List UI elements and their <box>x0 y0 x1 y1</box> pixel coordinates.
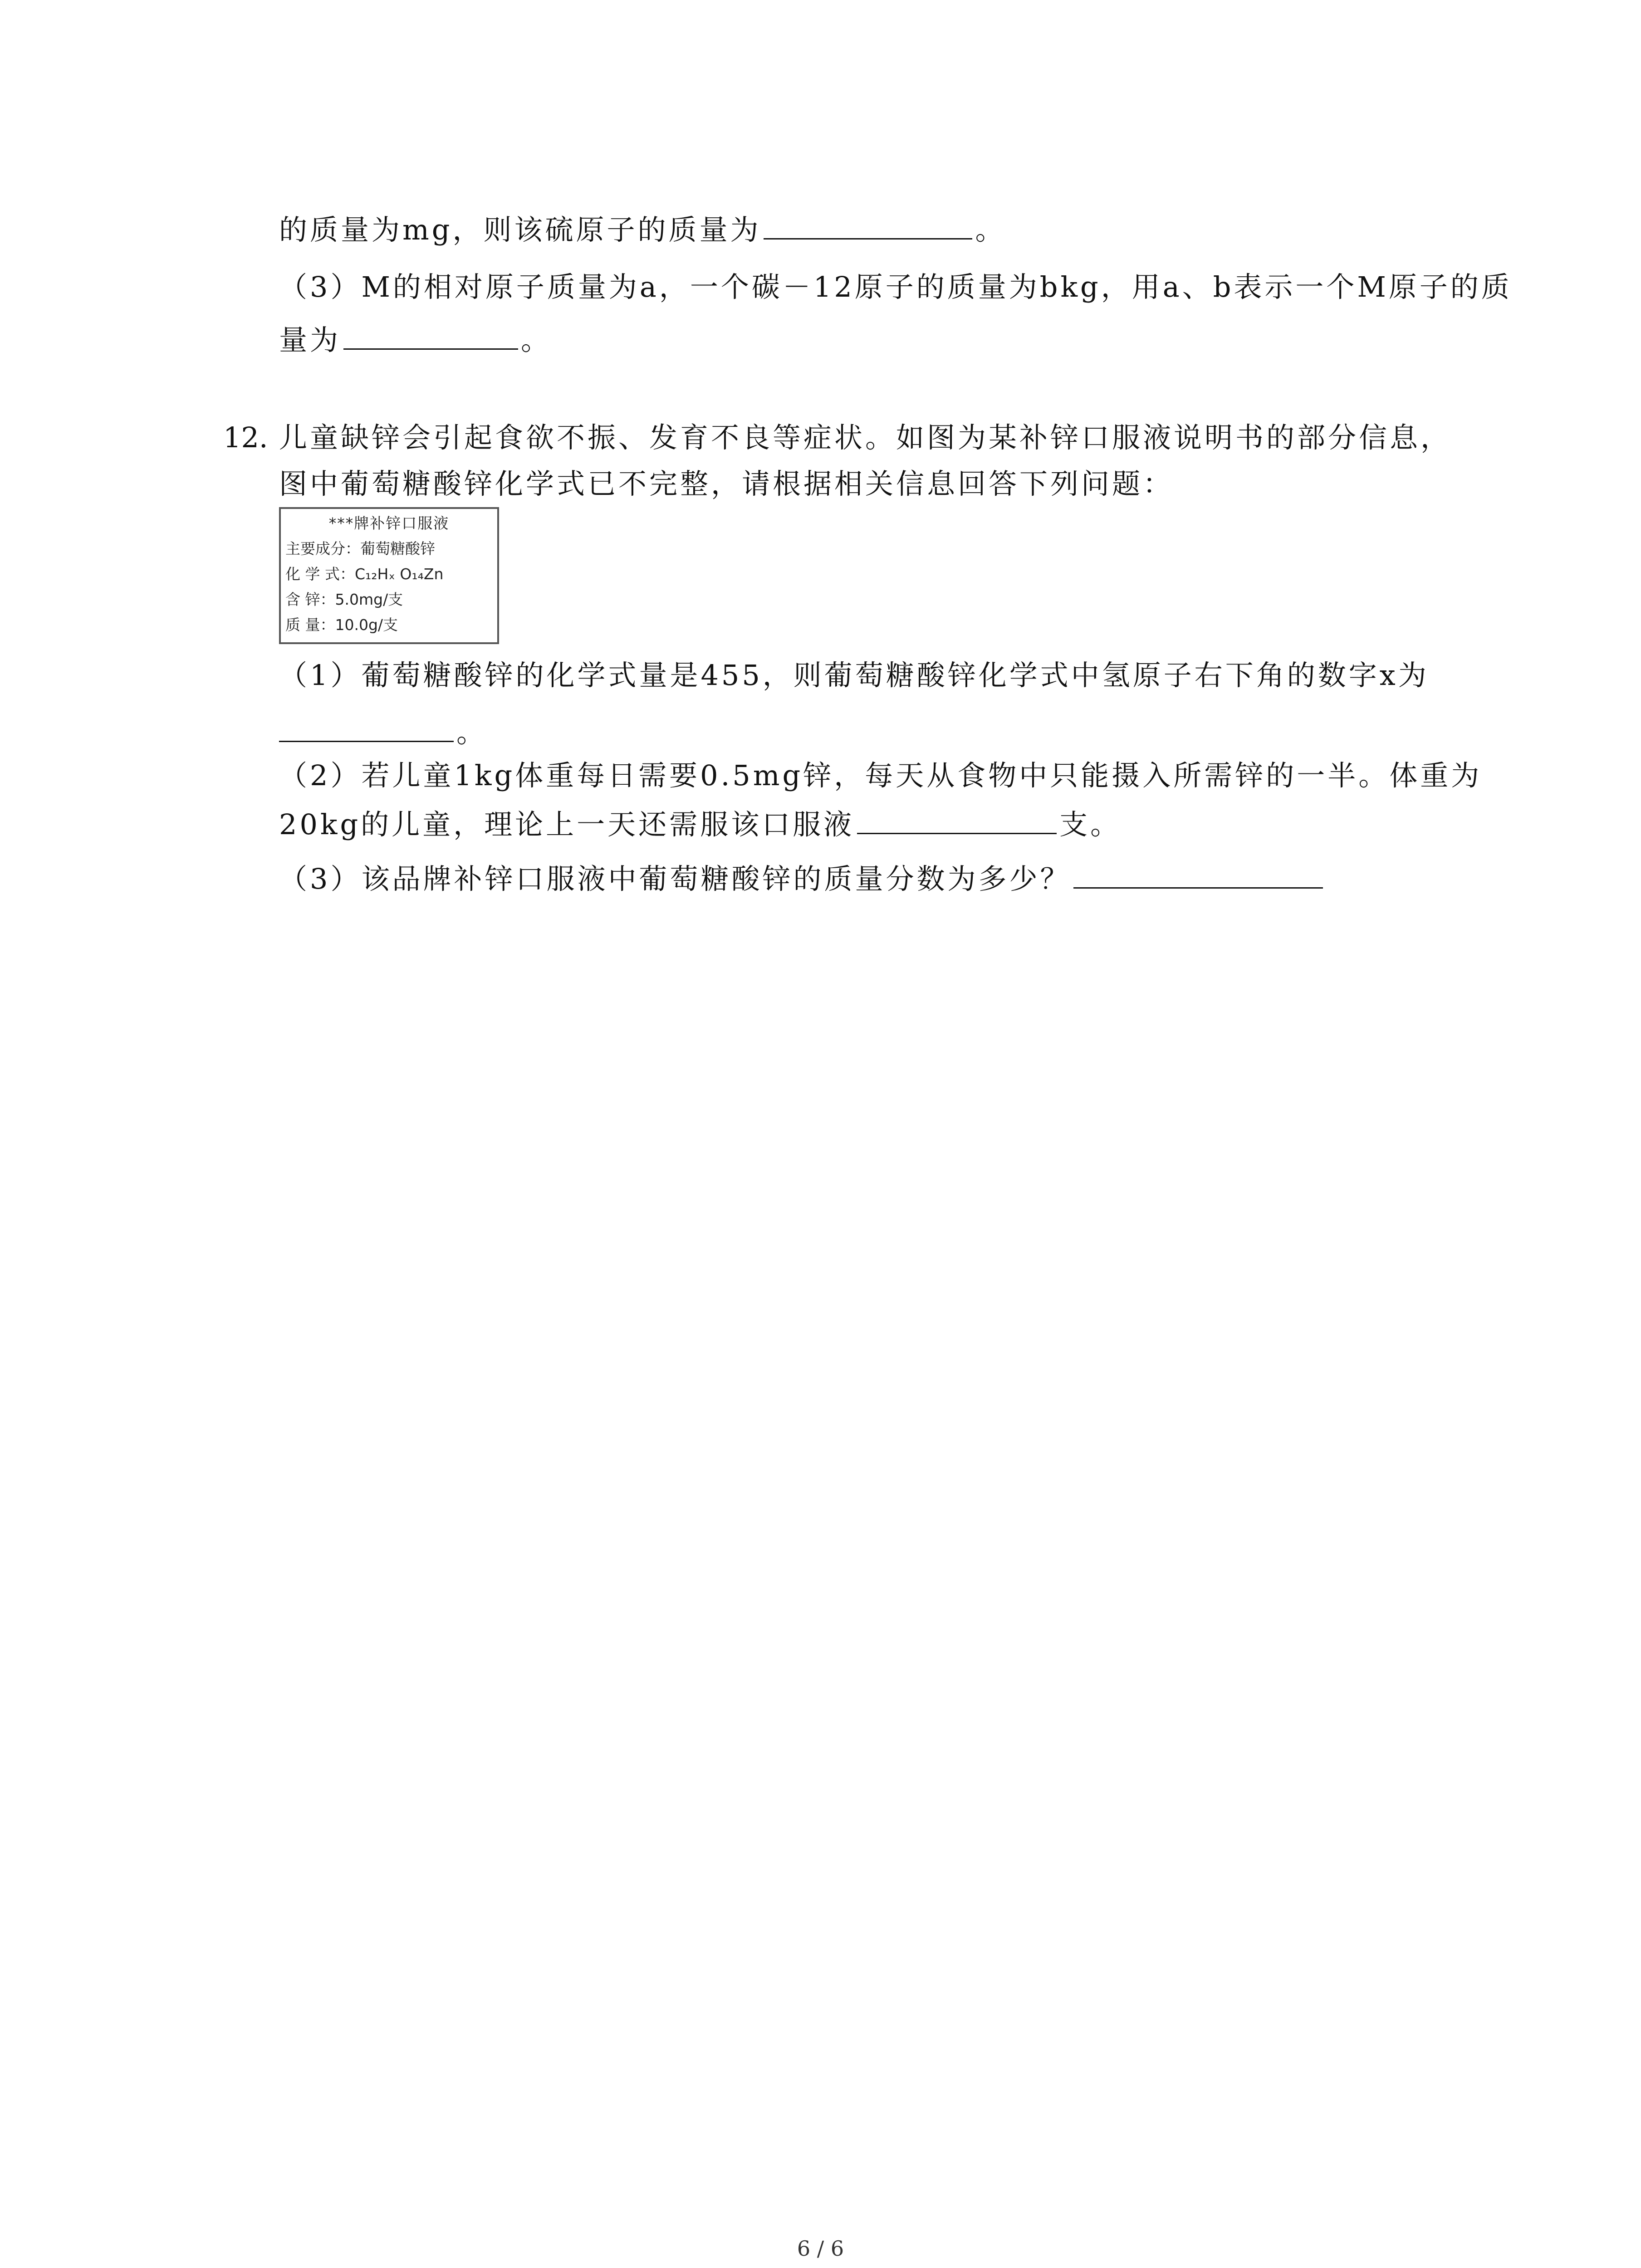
label-formula: 化 学 式：C₁₂Hₓ O₁₄Zn <box>285 565 444 583</box>
q12-stem-line-1 <box>279 417 1451 458</box>
q12-sub1-suffix: 。 <box>456 716 488 749</box>
q12-stem-line-2 <box>279 464 1174 504</box>
page-number: 6 / 6 <box>797 2236 844 2261</box>
q11-line1-suffix: 。 <box>975 213 1006 246</box>
answer-blank-q11-2[interactable] <box>764 210 972 240</box>
q12-sub1-text: （1）葡萄糖酸锌的化学式量是455，则葡萄糖酸锌化学式中氢原子右下角的数字x为 <box>279 659 1429 692</box>
q11-line-2 <box>279 267 1512 308</box>
q12-sub2-text-1: （2）若儿童1kg体重每日需要0.5mg锌，每天从食物中只能摄入所需锌的一半。体重为 <box>279 759 1482 792</box>
label-main-ingredient: 主要成分：葡萄糖酸锌 <box>285 540 435 557</box>
q11-line3-prefix: 量为 <box>279 323 341 357</box>
label-title: ***牌补锌口服液 <box>328 514 450 532</box>
q12-sub2-prefix: 20kg的儿童，理论上一天还需服该口服液 <box>279 808 855 841</box>
q12-stem-text-1: 儿童缺锌会引起食欲不振、发育不良等症状。如图为某补锌口服液说明书的部分信息， <box>279 421 1452 454</box>
q11-line1-prefix: 的质量为mg，则该硫原子的质量为 <box>279 213 761 246</box>
answer-blank-q11-3[interactable] <box>343 320 518 350</box>
product-label-figure <box>279 507 499 644</box>
q12-sub3-text: （3）该品牌补锌口服液中葡萄糖酸锌的质量分数为多少？ <box>279 862 1071 895</box>
q12-sub2-line-1 <box>279 755 1482 796</box>
q12-sub3-line <box>279 859 1326 899</box>
q12-sub2-suffix: 支。 <box>1059 808 1122 841</box>
q11-sub3-text: （3）M的相对原子质量为a，一个碳－12原子的质量为bkg，用a、b表示一个M原子的质 <box>279 270 1512 303</box>
q11-line-3 <box>279 320 552 361</box>
q12-sub1-answer-line <box>279 712 487 753</box>
answer-blank-q12-2[interactable] <box>857 805 1057 834</box>
answer-blank-q12-1[interactable] <box>279 713 454 742</box>
q11-line3-suffix: 。 <box>521 323 552 357</box>
q11-line-1 <box>279 210 1006 250</box>
label-zinc-content: 含 锌：5.0mg/支 <box>285 591 403 608</box>
q12-sub2-line-2 <box>279 804 1121 845</box>
label-mass: 质 量：10.0g/支 <box>285 616 398 634</box>
q12-stem-text-2: 图中葡萄糖酸锌化学式已不完整，请根据相关信息回答下列问题： <box>279 467 1174 500</box>
answer-blank-q12-3[interactable] <box>1073 859 1323 889</box>
q12-sub1-line <box>279 655 1429 696</box>
question-number: 12. <box>223 421 268 454</box>
